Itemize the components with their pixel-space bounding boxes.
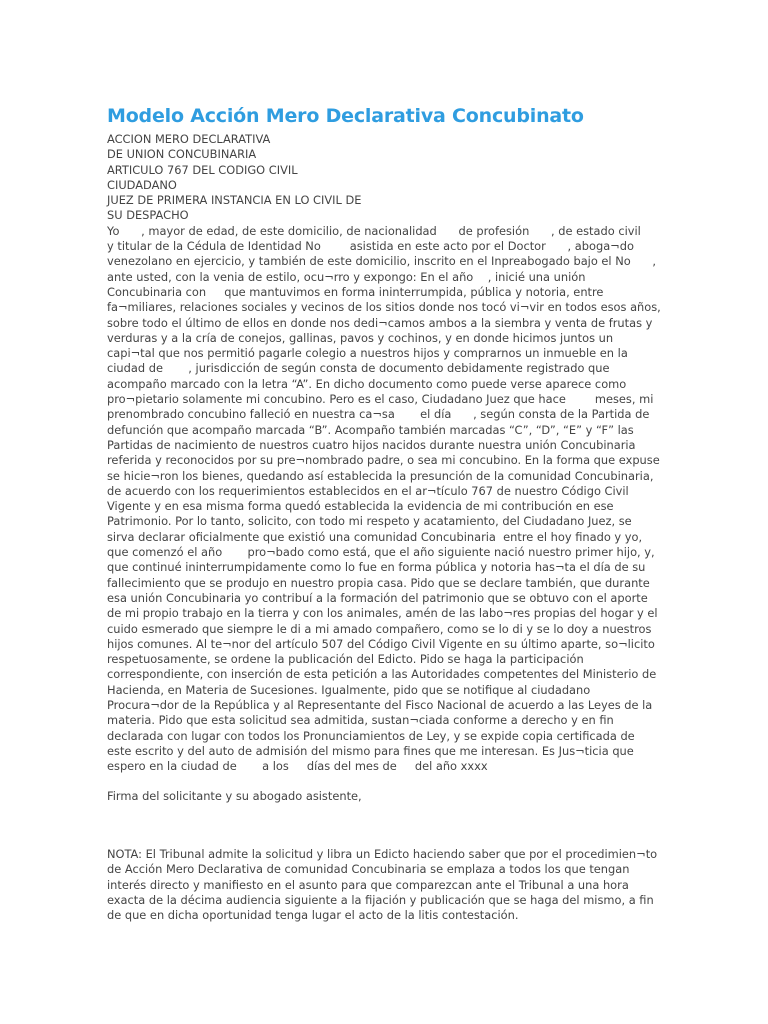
document-body: Yo , mayor de edad, de este domicilio, de nacionalidad de profesión , de estado civil y titular de la Cédula de Identidad No asistida en este acto por el Doctor , aboga¬do venezolano en ejercicio, y también de este domicilio, inscrito en el Inpreabogado bajo el No , ante usted, con la venia de estilo, ocu¬rro y expongo: En el año , inicié una unión Concubinaria con que mantuvimos en forma ininterrumpida, pública y notoria, entre fa¬miliares, relaciones sociales y vecinos de los sitios donde nos tocó vi¬vir en todos esos años, sobre todo el último de ellos en donde nos dedi¬camos ambos a la siembra y venta de frutas y verduras y a la cría de conejos, gallinas, pavos y cochinos, y en donde hicimos juntos un capi¬tal que nos permitió pagarle colegio a nuestros hijos y comprarnos un inmueble en la ciudad de , jurisdicción de según consta de documento debidamente registrado que acompaño marcado con la letra “A”. En dicho documento como puede verse aparece como pro¬pietario solamente mi concubino. Pero es el caso, Ciudadano Juez que hace meses, mi prenombrado concubino falleció en nuestra ca¬sa el día , según consta de la Partida de defunción que acompaño marcada “B”. Acompaño también marcadas “C”, “D”, “E” y “F” las Partidas de nacimiento de nuestros cuatro hijos nacidos durante nuestra unión Concubinaria referida y reconocidos por su pre¬nombrado padre, o sea mi concubino. En la forma que expuse se hicie¬ron los bienes, quedando así establecida la presunción de la comunidad Concubinaria, de acuerdo con los requerimientos establecidos en el ar¬tículo 767 de nuestro Código Civil Vigente y en esa misma forma quedó establecida la evidencia de mi contribución en ese Patrimonio. Por lo tanto, solicito, con todo mi respeto y acatamiento, del Ciudadano Juez, se sirva declarar oficialmente que existió una comunidad Concubinaria entre el hoy finado y yo, que comenzó el año pro¬bado como está, que el año siguiente nació nuestro primer hijo, y, que continué ininterrumpidamente como lo fue en forma pública y notoria has¬ta el día de su fallecimiento que se produjo en nuestro propia casa. Pido que se declare también, que durante esa unión Concubinaria yo contribuí a la formación del patrimonio que se obtuvo con el aporte de mi propio trabajo en la tierra y con los animales, amén de las labo¬res propias del hogar y el cuido esmerado que siempre le di a mi amado compañero, como se lo di y se lo doy a nuestros hijos comunes. Al te¬nor del artículo 507 del Código Civil Vigente en su último aparte, so¬licito respetuosamente, se ordene la publicación del Edicto. Pido se haga la participación correspondiente, con inserción de esta petición a las Autoridades competentes del Ministerio de Hacienda, en Materia de Sucesiones. Igualmente, pido que se notifique al ciudadano Procura¬dor de la República y al Representante del Fisco Nacional de acuerdo a las Leyes de la materia. Pido que esta solicitud sea admitida, sustan¬ciada conforme a derecho y en fin declarada con lugar con todos los Pronunciamientos de Ley, y se expide copia certificada de este escrito y del auto de admisión del mismo para fines que me interesan. Es Jus¬ticia que espero en la ciudad de a los días del mes de del año xxxx xyxy=(107,223,667,774)
document-note: NOTA: El Tribunal admite la solicitud y libra un Edicto haciendo saber que por el procedimien¬to de Acción Mero Declarativa de comunidad Concubinaria se emplaza a todos los que tengan interés directo y manifiesto en el asunto para que comparezcan ante el Tribunal a una hora exacta de la décima audiencia siguiente a la fijación y publicación que se haga del mismo, a fin de que en dicha oportunidad tenga lugar el acto de la litis contestación. xyxy=(107,847,658,923)
document-title: Modelo Acción Mero Declarativa Concubinato xyxy=(107,105,584,127)
heading-line: ARTICULO 767 DEL CODIGO CIVIL xyxy=(107,162,298,177)
document-page xyxy=(107,104,667,923)
heading-line: JUEZ DE PRIMERA INSTANCIA EN LO CIVIL DE xyxy=(107,193,362,208)
heading-line: CIUDADANO xyxy=(107,177,177,192)
heading-line: ACCION MERO DECLARATIVA xyxy=(107,132,271,146)
heading-line: SU DESPACHO xyxy=(107,208,189,223)
heading-line: DE UNION CONCUBINARIA xyxy=(107,147,257,162)
signature-line: Firma del solicitante y su abogado asistente, xyxy=(107,789,362,804)
document-heading xyxy=(107,132,662,224)
